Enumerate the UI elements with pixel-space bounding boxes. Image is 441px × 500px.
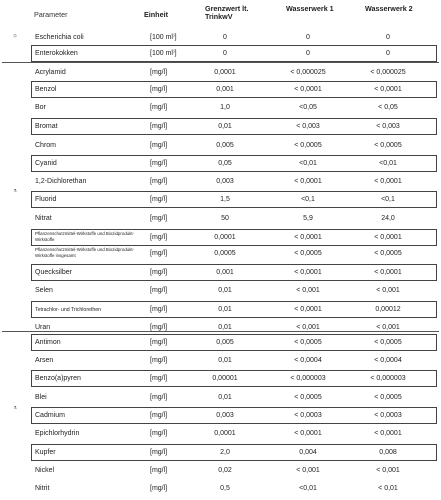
cell-parameter: Nitrat xyxy=(35,215,52,222)
cell-parameter: Pflanzenschutzmittel-Wirkstoffe und Biozidprodukt-Wirkstoffe xyxy=(35,231,134,242)
cell-waterworks-2: < 0,0003 xyxy=(374,412,402,419)
cell-unit: [mg/l] xyxy=(150,123,168,130)
cell-waterworks-1: < 0,0001 xyxy=(294,234,322,241)
cell-waterworks-1: < 0,0005 xyxy=(294,394,322,401)
cell-limit: 0,00001 xyxy=(212,375,238,382)
cell-waterworks-1: <0,05 xyxy=(299,104,317,111)
cell-unit: [mg/l] xyxy=(150,104,168,111)
cell-limit: 0,001 xyxy=(216,86,234,93)
cell-waterworks-1: < 0,0001 xyxy=(294,430,322,437)
cell-parameter: Kupfer xyxy=(35,449,56,456)
cell-parameter: Chrom xyxy=(35,142,57,149)
pipe-chemistry-icon: ⚗ xyxy=(13,405,17,410)
cell-limit: 0,01 xyxy=(218,123,232,130)
cell-waterworks-1: 5,9 xyxy=(303,215,313,222)
cell-limit: 0,0001 xyxy=(214,430,236,437)
cell-unit: [mg/l] xyxy=(150,357,168,364)
cell-unit: [mg/l] xyxy=(150,287,168,294)
cell-unit: [mg/l] xyxy=(150,234,168,241)
cell-parameter: Pflanzenschutzmittel-Wirkstoffe und Biozidprodukt-Wirkstoffe insgesamt xyxy=(35,247,134,258)
cell-limit: 0,01 xyxy=(218,357,232,364)
cell-parameter: 1,2-Dichlorethan xyxy=(35,178,87,185)
cell-limit: 0,05 xyxy=(218,160,232,167)
cell-waterworks-1: <0,1 xyxy=(301,196,315,203)
cell-waterworks-2: <0,01 xyxy=(379,160,397,167)
cell-limit: 0,001 xyxy=(216,269,234,276)
cell-unit: [mg/l] xyxy=(150,86,168,93)
cell-waterworks-2: 0 xyxy=(386,50,390,57)
cell-waterworks-2: 24,0 xyxy=(381,215,395,222)
cell-waterworks-1: <0,01 xyxy=(299,160,317,167)
table-row xyxy=(0,44,441,63)
microbiology-icon: ⌬ xyxy=(13,33,17,38)
cell-unit: [mg/l] xyxy=(150,449,168,456)
cell-limit: 0,02 xyxy=(218,467,232,474)
cell-unit: [mg/l] xyxy=(150,394,168,401)
cell-waterworks-1: < 0,0003 xyxy=(294,412,322,419)
cell-limit: 0,01 xyxy=(218,394,232,401)
cell-limit: 0,01 xyxy=(218,287,232,294)
cell-waterworks-2: < 0,0005 xyxy=(374,142,402,149)
cell-parameter: Fluorid xyxy=(35,196,57,203)
cell-parameter: Benzol xyxy=(35,86,57,93)
table-header xyxy=(0,0,441,28)
cell-waterworks-2: < 0,0005 xyxy=(374,394,402,401)
table-row xyxy=(0,154,441,173)
header-waterworks-1: Wasserwerk 1 xyxy=(286,4,334,13)
cell-waterworks-1: < 0,003 xyxy=(296,123,320,130)
cell-limit: 1,5 xyxy=(220,196,230,203)
cell-limit: 0,0005 xyxy=(214,250,236,257)
cell-waterworks-1: < 0,001 xyxy=(296,324,320,331)
table-row xyxy=(0,190,441,209)
cell-parameter: Bor xyxy=(35,104,46,111)
cell-waterworks-1: 0 xyxy=(306,50,310,57)
cell-parameter: Benzo(a)pyren xyxy=(35,375,81,382)
cell-waterworks-1: < 0,0005 xyxy=(294,142,322,149)
cell-limit: 0,0001 xyxy=(214,69,236,76)
cell-waterworks-1: < 0,0005 xyxy=(294,339,322,346)
cell-parameter: Blei xyxy=(35,394,47,401)
cell-unit: [mg/l] xyxy=(150,215,168,222)
header-limit: Grenzwert lt. TrinkwV xyxy=(205,4,249,21)
cell-unit: [mg/l] xyxy=(150,142,168,149)
cell-unit: [mg/l] xyxy=(150,178,168,185)
cell-limit: 0 xyxy=(223,34,227,41)
cell-waterworks-1: < 0,0001 xyxy=(294,86,322,93)
cell-waterworks-1: < 0,0001 xyxy=(294,269,322,276)
header-waterworks-2: Wasserwerk 2 xyxy=(365,4,413,13)
cell-waterworks-2: < 0,0001 xyxy=(374,86,402,93)
cell-unit: [100 ml⁾] xyxy=(150,34,177,41)
cell-unit: [mg/l] xyxy=(150,269,168,276)
cell-limit: 2,0 xyxy=(220,449,230,456)
cell-unit: [mg/l] xyxy=(150,69,168,76)
cell-waterworks-1: < 0,0004 xyxy=(294,357,322,364)
cell-waterworks-1: < 0,001 xyxy=(296,467,320,474)
header-unit: Einheit xyxy=(144,10,168,19)
cell-unit: [mg/l] xyxy=(150,306,168,313)
table-row xyxy=(0,479,441,498)
cell-waterworks-2: 0 xyxy=(386,34,390,41)
cell-waterworks-2: < 0,05 xyxy=(378,104,398,111)
cell-waterworks-2: < 0,001 xyxy=(376,287,400,294)
cell-waterworks-1: < 0,000025 xyxy=(290,69,326,76)
cell-unit: [mg/l] xyxy=(150,324,168,331)
table-row xyxy=(0,406,441,425)
cell-parameter: Selen xyxy=(35,287,53,294)
table-row xyxy=(0,369,441,388)
cell-parameter: Arsen xyxy=(35,357,54,364)
cell-waterworks-1: 0 xyxy=(306,34,310,41)
cell-limit: 50 xyxy=(221,215,229,222)
cell-unit: [mg/l] xyxy=(150,196,168,203)
cell-parameter: Uran xyxy=(35,324,51,331)
cell-limit: 0 xyxy=(223,50,227,57)
cell-parameter: Nitrit xyxy=(35,485,50,492)
cell-waterworks-2: < 0,0005 xyxy=(374,339,402,346)
cell-waterworks-2: < 0,0001 xyxy=(374,178,402,185)
cell-waterworks-2: < 0,0001 xyxy=(374,269,402,276)
cell-limit: 0,01 xyxy=(218,306,232,313)
cell-waterworks-2: < 0,000003 xyxy=(370,375,406,382)
table-row xyxy=(0,351,441,370)
cell-unit: [mg/l] xyxy=(150,250,168,257)
cell-waterworks-2: 0,00012 xyxy=(375,306,401,313)
cell-limit: 0,0001 xyxy=(214,234,236,241)
cell-waterworks-2: < 0,0001 xyxy=(374,234,402,241)
table-row xyxy=(0,424,441,443)
cell-parameter: Antimon xyxy=(35,339,61,346)
cell-limit: 0,01 xyxy=(218,324,232,331)
table-row xyxy=(0,461,441,480)
cell-parameter: Tetrachlor- und Trichlorethen xyxy=(35,307,102,313)
cell-waterworks-1: <0,01 xyxy=(299,485,317,492)
cell-limit: 0,003 xyxy=(216,178,234,185)
cell-waterworks-2: <0,1 xyxy=(381,196,395,203)
cell-waterworks-2: < 0,000025 xyxy=(370,69,406,76)
table-row xyxy=(0,263,441,282)
table-row xyxy=(0,300,441,319)
header-parameter: Parameter xyxy=(34,10,68,19)
cell-parameter: Epichlorhydrin xyxy=(35,430,80,437)
cell-waterworks-1: < 0,0005 xyxy=(294,250,322,257)
cell-parameter: Acrylamid xyxy=(35,69,66,76)
table-row xyxy=(0,80,441,99)
cell-limit: 0,003 xyxy=(216,412,234,419)
cell-parameter: Quecksilber xyxy=(35,269,72,276)
cell-unit: [mg/l] xyxy=(150,485,168,492)
table-row xyxy=(0,333,441,352)
cell-waterworks-2: < 0,003 xyxy=(376,123,400,130)
cell-waterworks-2: < 0,001 xyxy=(376,324,400,331)
cell-parameter: Bromat xyxy=(35,123,58,130)
table-row xyxy=(0,209,441,228)
cell-parameter: Enterokokken xyxy=(35,50,78,57)
table-row xyxy=(0,98,441,117)
table-row xyxy=(0,443,441,462)
cell-parameter: Escherichia coli xyxy=(35,34,84,41)
cell-unit: [mg/l] xyxy=(150,160,168,167)
cell-limit: 1,0 xyxy=(220,104,230,111)
table-row xyxy=(0,117,441,136)
cell-unit: [100 ml⁾] xyxy=(150,50,177,57)
chemistry-icon: ⚗ xyxy=(13,188,17,193)
cell-unit: [mg/l] xyxy=(150,412,168,419)
cell-limit: 0,005 xyxy=(216,142,234,149)
cell-waterworks-1: < 0,0001 xyxy=(294,306,322,313)
table-row xyxy=(0,172,441,191)
table-row xyxy=(0,281,441,300)
cell-parameter: Cyanid xyxy=(35,160,57,167)
table-row xyxy=(0,136,441,155)
cell-waterworks-2: < 0,0005 xyxy=(374,250,402,257)
cell-unit: [mg/l] xyxy=(150,375,168,382)
cell-waterworks-2: < 0,0004 xyxy=(374,357,402,364)
cell-waterworks-2: < 0,0001 xyxy=(374,430,402,437)
cell-limit: 0,005 xyxy=(216,339,234,346)
cell-unit: [mg/l] xyxy=(150,339,168,346)
cell-waterworks-1: < 0,000003 xyxy=(290,375,326,382)
cell-waterworks-2: < 0,001 xyxy=(376,467,400,474)
cell-parameter: Nickel xyxy=(35,467,55,474)
cell-unit: [mg/l] xyxy=(150,467,168,474)
table-row xyxy=(0,388,441,407)
cell-parameter: Cadmium xyxy=(35,412,65,419)
cell-waterworks-1: < 0,001 xyxy=(296,287,320,294)
cell-waterworks-1: 0,004 xyxy=(299,449,317,456)
cell-waterworks-2: 0,008 xyxy=(379,449,397,456)
cell-waterworks-1: < 0,0001 xyxy=(294,178,322,185)
cell-waterworks-2: < 0,01 xyxy=(378,485,398,492)
table-row xyxy=(0,244,441,263)
cell-unit: [mg/l] xyxy=(150,430,168,437)
cell-limit: 0,5 xyxy=(220,485,230,492)
